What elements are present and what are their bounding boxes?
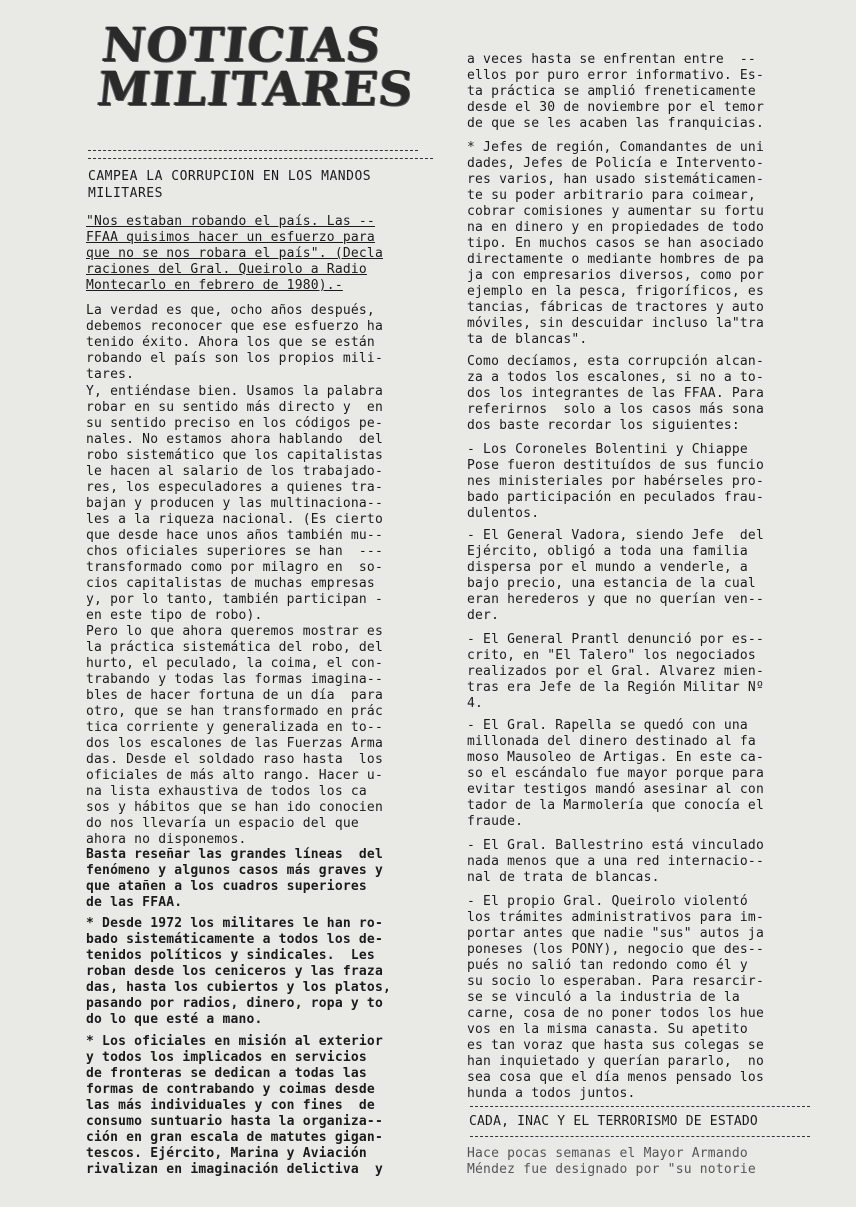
divider-rule — [470, 1106, 810, 1107]
left-paragraph-4: Basta reseñar las grandes líneas del fenómeno y algunos casos más graves y que atañen a los cuadros superiores de las FFAA. — [86, 847, 383, 910]
right-paragraph-7: - El Gral. Rapella se quedó con una millonada del dinero destinado al fa moso Mausoleo de Artigas. En este ca- so el escándalo fue mayor porque para evitar testigos mandó asesinar al con tador de la Marmolería que conocía el fraude. — [467, 718, 764, 829]
right-paragraph-2: * Jefes de región, Comandantes de uni dades, Jefes de Policía e Intervento- res varios, han usado sistemáticamen- te su poder arbitrario para coimear, cobrar comisiones y aumentar su fortu na en dinero y en propiedades de todo tipo. En muchos casos se han asociado directamente o mediante hombres de pa ja con empresarios diversos, como por ejemplo en la pesca, frigoríficos, es tancias, fábricas de tractores y auto móviles, sin descuidar incluso la"tra ta de blancas". — [467, 140, 764, 347]
right-paragraph-8: - El Gral. Ballestrino está vinculado nada menos que a una red internacio-- nal de trata de blancas. — [467, 838, 764, 885]
divider-rule — [470, 1136, 810, 1137]
left-paragraph-2: Y, entiéndase bien. Usamos la palabra robar en su sentido más directo y en su sentido preciso en los códigos pe- nales. No estamos ahora hablando del robo sistemático que los capitalistas le hacen al salario de los trabajado- res, los especuladores a quienes tra- bajan y producen y las multinaciona-- les a la riqueza nacional. (Es cierto que desde hace unos años también mu-- chos oficiales superiores se han --- transformado como por milagro en so- cios capitalistas de muchas empresas y, por lo tanto, también participan - en este tipo de robo). — [86, 384, 383, 623]
right-paragraph-6: - El General Prantl denunció por es-- crito, en "El Talero" los negociados realizados por el Gral. Alvarez mien- tras era Jefe de la Región Militar Nº 4. — [467, 632, 764, 711]
right-paragraph-9: - El propio Gral. Queirolo violentó los trámites administrativos para im- portar antes que nadie "sus" autos ja poneses (los PONY), negocio que des-- pués no salió tan redondo como él y su socio lo esperaban. Para resarcir- se se vinculó a la industria de la carne, cosa de no poner todos los hue vos en la misma canasta. Su apetito es tan voraz que hasta sus colegas se han inquietado y querían pararlo, no sea cosa que el día menos pensado los hunda a todos juntos. — [467, 894, 764, 1101]
left-paragraph-1: La verdad es que, ocho años después, debemos reconocer que ese esfuerzo ha tenido éxito. Ahora los que se están robando el país son los propios mili- tares. — [86, 303, 383, 382]
left-paragraph-6: * Los oficiales en misión al exterior y todos los implicados en servicios de fronteras se dedican a todas las formas de contrabando y coimas desde las más individuales y con fines de consumo suntuario hasta la organiza-- ción en gran escala de matutes gigan- tescos. Ejército, Marina y Aviación rivalizan en imaginación delictiva y — [86, 1034, 383, 1177]
quote-paragraph: "Nos estaban robando el país. Las -- FFAA quisimos hacer un esfuerzo para que no se nos robara el país". (Decla raciones del Gral. Queirolo a Radio Montecarlo en febrero de 1980).- — [86, 214, 383, 293]
section-title: CAMPEA LA CORRUPCION EN LOS MANDOS MILITARES — [88, 169, 372, 201]
section-2-title: CADA, INAC Y EL TERRORISMO DE ESTADO — [469, 1114, 758, 1129]
right-paragraph-4: - Los Coroneles Bolentini y Chiappe Pose fueron destituídos de sus funcio nes ministeriales por habérseles pro- bado participación en peculados frau- dulentos. — [467, 442, 764, 521]
left-paragraph-5: * Desde 1972 los militares le han ro- bado sistemáticamente a todos los de- tenidos políticos y sindicales. Les roban desde los ceniceros y las fraza das, hasta los cubiertos y los platos, pasando por radios, dinero, ropa y to do lo que esté a mano. — [86, 916, 392, 1027]
masthead — [94, 18, 417, 117]
right-paragraph-1: a veces hasta se enfrentan entre -- ellos por puro error informativo. Es- ta práctica se amplió freneticamente desde el 30 de noviembre por el temor de que se les acaben las franquicias. — [467, 52, 764, 131]
right-paragraph-5: - El General Vadora, siendo Jefe del Ejército, obligó a toda una familia dispersa por el mundo a venderle, a bajo precio, una estancia de la cual eran herederos y que no querían ven-- der. — [467, 528, 764, 623]
divider-rule — [88, 150, 418, 151]
masthead-line-1: NOTICIAS — [99, 18, 384, 73]
masthead-line-2: MILITARES — [94, 62, 417, 117]
right-paragraph-10: Hace pocas semanas el Mayor Armando Méndez fue designado por "su notorie — [467, 1146, 756, 1177]
left-paragraph-3: Pero lo que ahora queremos mostrar es la práctica sistemática del robo, del hurto, el peculado, la coima, el con- trabando y todas las formas imagina-- bles de hacer fortuna de un día para otro, que se han transformado en prác tica corriente y generalizada en to-- dos los escalones de las Fuerzas Arma das. Desde el soldado raso hasta los oficiales de más alto rango. Hacer u- na lista exhaustiva de todos los ca sos y hábitos que se han ido conocien do nos llevaría un espacio del que ahora no disponemos. — [86, 624, 383, 847]
right-paragraph-3: Como decíamos, esta corrupción alcan- za a todos los escalones, si no a to- dos los integrantes de las FFAA. Para referirnos solo a los casos más sona dos baste recordar los siguientes: — [467, 354, 764, 433]
divider-rule — [88, 158, 433, 159]
